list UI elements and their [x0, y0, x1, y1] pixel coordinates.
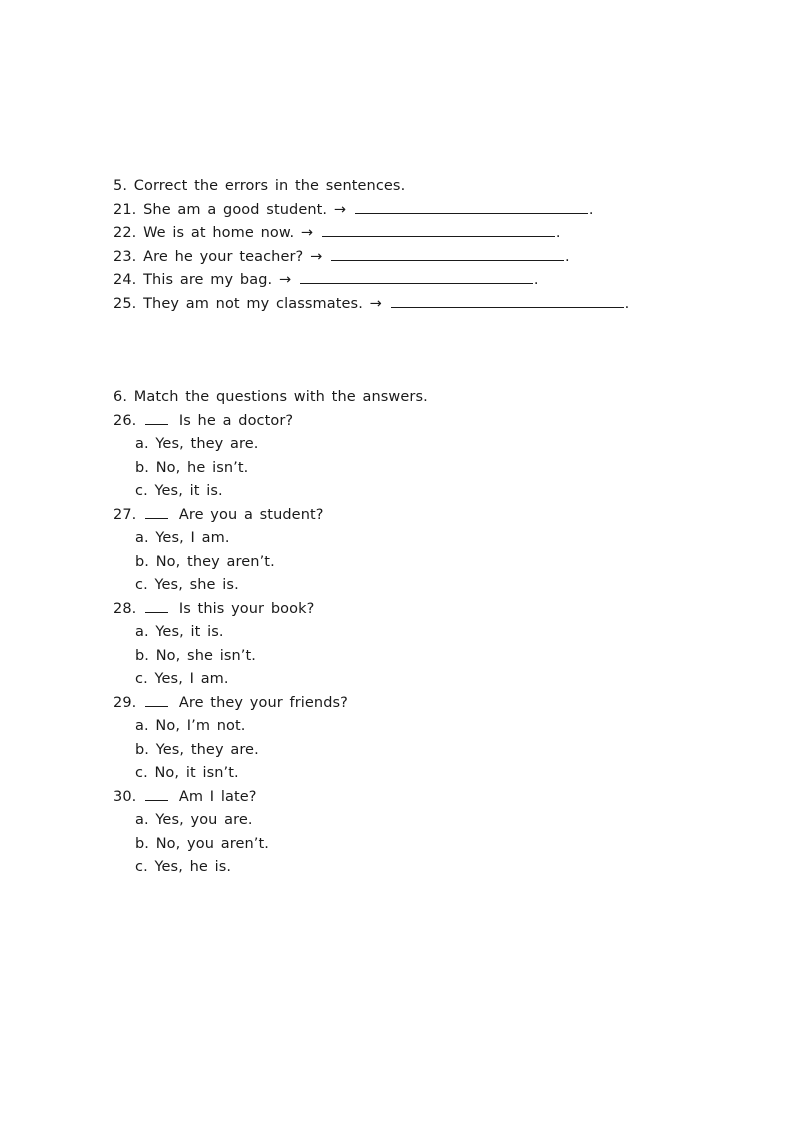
exercise-item: [113, 199, 713, 223]
item-number: 29.: [113, 694, 137, 711]
answer-option: a. Yes, I am.: [135, 530, 230, 546]
question-text: Is he a doctor?: [178, 412, 294, 429]
item-number: 22.: [113, 225, 137, 241]
answer-option: a. Yes, you are.: [135, 812, 253, 828]
question-text: Are you a student?: [178, 506, 324, 523]
arrow-icon: →: [300, 225, 314, 241]
period: .: [565, 248, 570, 265]
answer-blank[interactable]: [391, 294, 624, 308]
answer-option: b. Yes, they are.: [135, 741, 259, 758]
answer-option: b. No, she isn’t.: [135, 647, 257, 664]
answer-option: a. No, I’m not.: [135, 718, 246, 734]
question-item: [113, 410, 713, 434]
arrow-icon: →: [310, 248, 323, 265]
answer-blank[interactable]: [300, 270, 533, 284]
answer-option: a. Yes, it is.: [135, 624, 224, 640]
answer-option: c. No, it isn’t.: [135, 765, 239, 781]
arrow-icon: →: [369, 295, 382, 312]
exercise-item: [113, 293, 713, 317]
answer-option: a. Yes, they are.: [135, 436, 259, 452]
item-number: 26.: [113, 412, 137, 429]
period: .: [533, 272, 539, 288]
item-sentence: They am not my classmates.: [143, 295, 363, 312]
answer-option: c. Yes, I am.: [135, 671, 229, 687]
question-item: [113, 504, 713, 528]
question-item: [113, 598, 713, 622]
question-item: [113, 786, 713, 810]
item-number: 25.: [113, 295, 137, 312]
answer-option: c. Yes, she is.: [135, 577, 239, 593]
item-sentence: She am a good student.: [143, 201, 328, 218]
item-number: 30.: [113, 788, 137, 805]
answer-blank[interactable]: [145, 787, 168, 801]
item-sentence: We is at home now.: [143, 225, 295, 241]
answer-option: c. Yes, he is.: [135, 859, 232, 875]
question-text: Are they your friends?: [178, 694, 348, 711]
item-sentence: Are he your teacher?: [143, 248, 304, 265]
period: .: [555, 225, 561, 241]
answer-option: b. No, you aren’t.: [135, 835, 269, 852]
answer-blank[interactable]: [331, 247, 564, 261]
item-number: 28.: [113, 600, 137, 617]
section-correct-errors: [113, 175, 713, 316]
item-sentence: This are my bag.: [143, 272, 273, 288]
period: .: [588, 201, 594, 218]
arrow-icon: →: [333, 201, 347, 218]
section-match-answers: [113, 386, 713, 880]
question-text: Is this your book?: [178, 600, 315, 617]
answer-blank[interactable]: [145, 693, 168, 707]
exercise-item: [113, 246, 713, 270]
item-number: 24.: [113, 272, 137, 288]
section-heading: 5. Correct the errors in the sentences.: [113, 178, 406, 194]
question-item: [113, 692, 713, 716]
section-heading: 6. Match the questions with the answers.: [113, 389, 428, 405]
answer-blank[interactable]: [145, 599, 168, 613]
answer-blank[interactable]: [322, 223, 555, 237]
item-number: 27.: [113, 506, 137, 523]
exercise-item: [113, 222, 713, 246]
question-text: Am I late?: [178, 788, 257, 805]
answer-blank[interactable]: [145, 505, 168, 519]
exercise-item: [113, 269, 713, 293]
item-number: 21.: [113, 201, 137, 218]
item-number: 23.: [113, 248, 137, 265]
period: .: [624, 295, 630, 312]
arrow-icon: →: [278, 272, 292, 288]
answer-blank[interactable]: [355, 200, 588, 214]
answer-option: c. Yes, it is.: [135, 483, 223, 499]
answer-blank[interactable]: [145, 411, 168, 425]
answer-option: b. No, they aren’t.: [135, 553, 275, 570]
answer-option: b. No, he isn’t.: [135, 459, 249, 476]
